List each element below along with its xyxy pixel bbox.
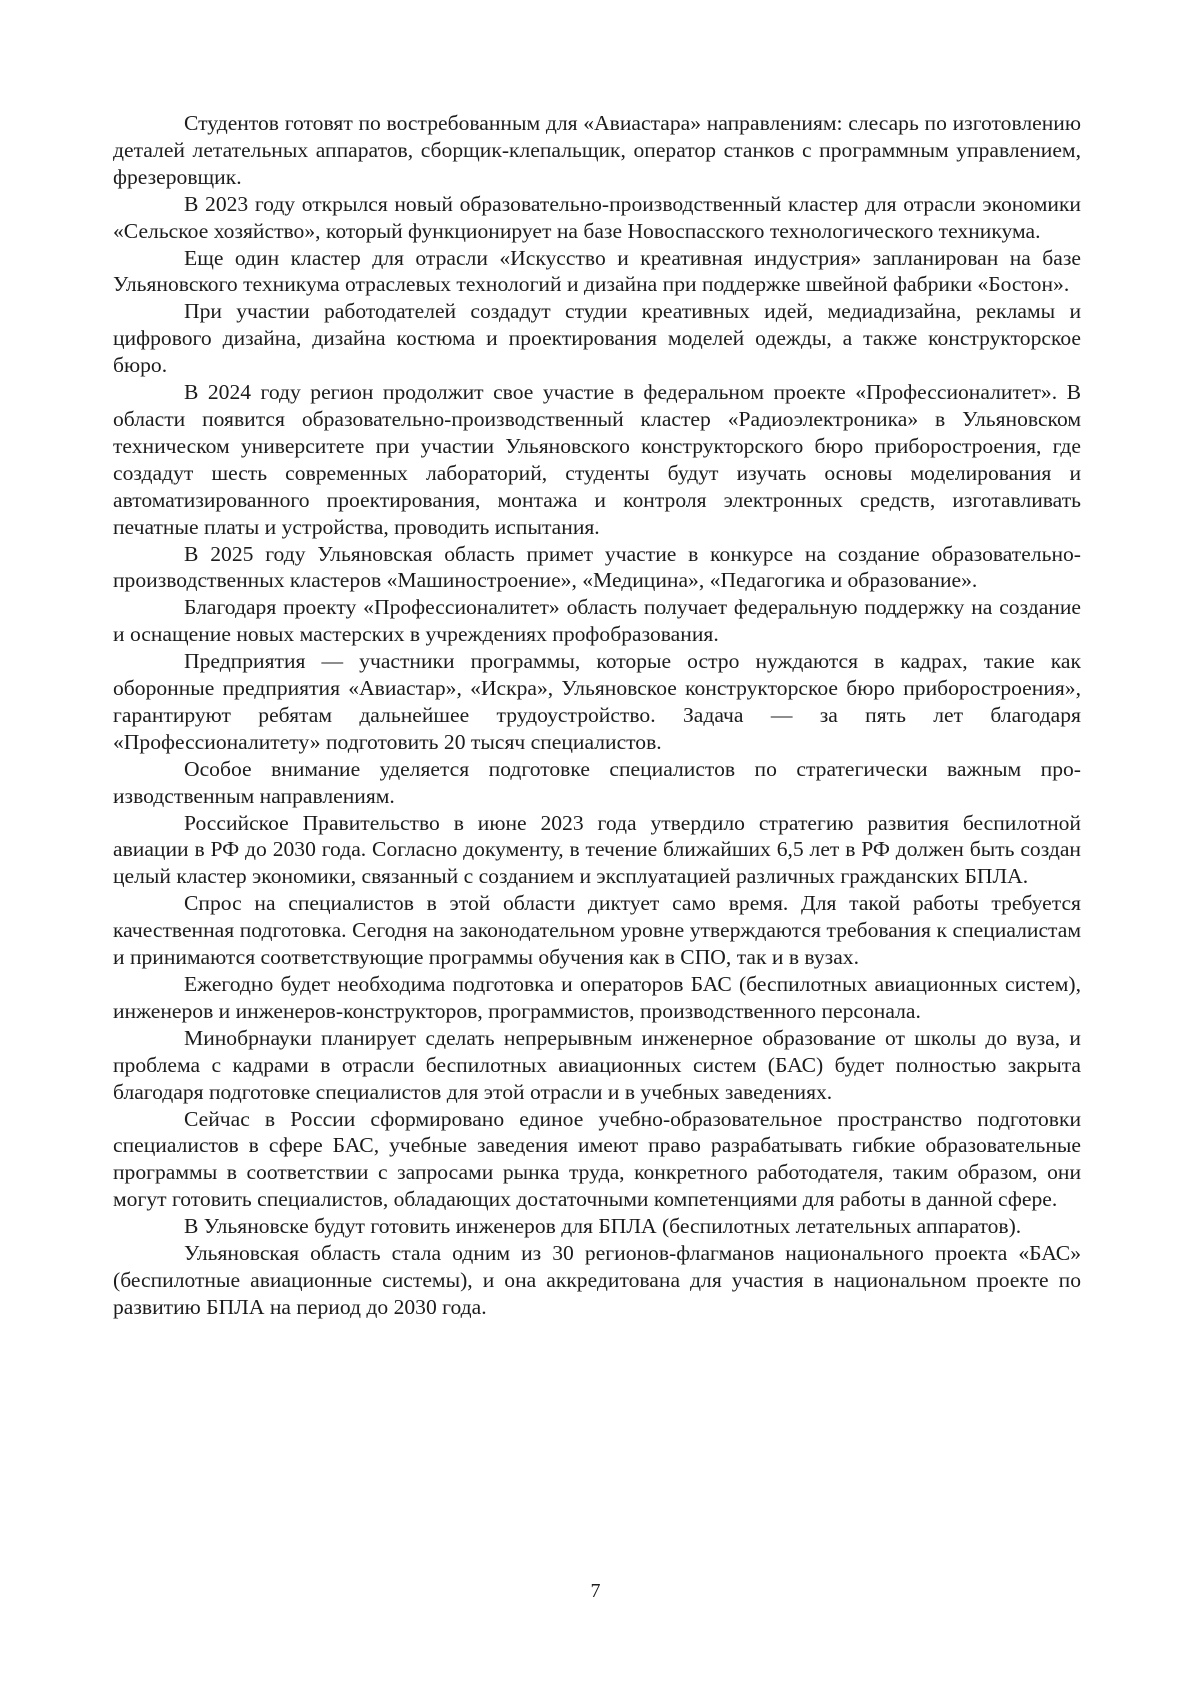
paragraph: При участии работодателей создадут студии креативных идей, медиадизайна, рекламы и цифрового дизайна, дизайна костюма и проектирования моделей одежды, а также конструкторское бюро. <box>113 299 1081 378</box>
paragraph: Российское Правительство в июне 2023 года утвердило стратегию развития беспилотной авиации в РФ до 2030 года. Согласно документу, в течение ближайших 6,5 лет в РФ должен быть создан целый кластер экономики, связанный с созданием и эксплуатацией различных гражданских БПЛА. <box>113 810 1081 889</box>
paragraph: Ежегодно будет необходима подготовка и операторов БАС (беспилотных авиационных систем), инженеров и инженеров-конструкторов, программистов, производственного персонала. <box>113 972 1081 1023</box>
paragraph: Студентов готовят по востребованным для «Авиастара» направлениям: слесарь по изготовлению деталей летательных аппаратов, сборщик-клепальщик, оператор станков с программным управлением, фрезеровщик. <box>113 111 1081 189</box>
paragraph: Еще один кластер для отрасли «Искусство и креативная индустрия» запланирован на базе Ульяновского техникума отраслевых технологий и дизайна при поддержке швейной фабрики «Бостон». <box>113 245 1081 297</box>
page-body <box>113 110 1081 1321</box>
paragraph: Минобрнауки планирует сделать непрерывным инженерное образование от школы до вуза, и проблема с кадрами в отрасли беспилотных авиационных систем (БАС) будет полностью закрыта благодаря подготовке специалистов для этой отрасли и в учебных заведениях. <box>113 1025 1081 1104</box>
paragraph: В 2023 году открылся новый образовательно-производственный кластер для отрасли экономики «Сельское хозяйство», который функционирует на базе Новоспасского технологического техникума. <box>113 191 1081 243</box>
paragraph: Ульяновская область стала одним из 30 регионов-флагманов национального проекта «БАС» (беспилотные авиационные системы), и она аккредитована для участия в национальном проекте по развитию БПЛА на период до 2030 года. <box>113 1241 1081 1319</box>
paragraph: Благодаря проекту «Профессионалитет» область получает федеральную поддержку на создание и оснащение новых мастерских в учреждениях профобразования. <box>113 595 1081 647</box>
page-number: 7 <box>590 1580 601 1602</box>
paragraph: В Ульяновске будут готовить инженеров для БПЛА (беспилотных летательных аппаратов). <box>184 1214 1022 1239</box>
paragraph: В 2024 году регион продолжит свое участие в федеральном проекте «Профессионалитет». В области появится образовательно-производственный кластер «Радиоэлектроника» в Ульяновском техническом университете при участии Ульяновского конструкторского бюро приборостроения, где создадут шесть современных лабораторий, студенты будут изучать основы моделирования и автоматизированного проектирования, монтажа и контроля электронных средств, изготавливать печатные платы и устройства, проводить испытания. <box>113 380 1081 539</box>
paragraph: Сейчас в России сформировано единое учебно-образовательное пространство подготовки специалистов в сфере БАС, учебные заведения имеют право разрабатывать гибкие образовательные программы в соответствии с запросами рынка труда, конкретного работодателя, таким образом, они могут готовить специалистов, обладающих достаточными компетенциями для работы в данной сфере. <box>113 1106 1081 1212</box>
paragraph: Предприятия — участники программы, которые остро нуждаются в кадрах, такие как оборонные предприятия «Авиастар», «Искра», Ульяновское конструкторское бюро приборостроения», гарантируют ребятам дальнейшее трудоустройство. Задача — за пять лет благодаря «Профессионалитету» подготовить 20 тысяч специалистов. <box>113 649 1081 754</box>
paragraph: В 2025 году Ульяновская область примет участие в конкурсе на создание образовательно-производственных кластеров «Машиностроение», «Медицина», «Педагогика и образование». <box>113 541 1081 593</box>
paragraph: Спрос на специалистов в этой области диктует само время. Для такой работы требуется качественная подготовка. Сегодня на законодательном уровне утверждаются требования к специалистам и принимаются соответствующие программы обучения как в СПО, так и в вузах. <box>113 891 1081 970</box>
paragraph: Особое внимание уделяется подготовке специалистов по стратегически важным производственным направлениям. <box>113 756 1081 808</box>
